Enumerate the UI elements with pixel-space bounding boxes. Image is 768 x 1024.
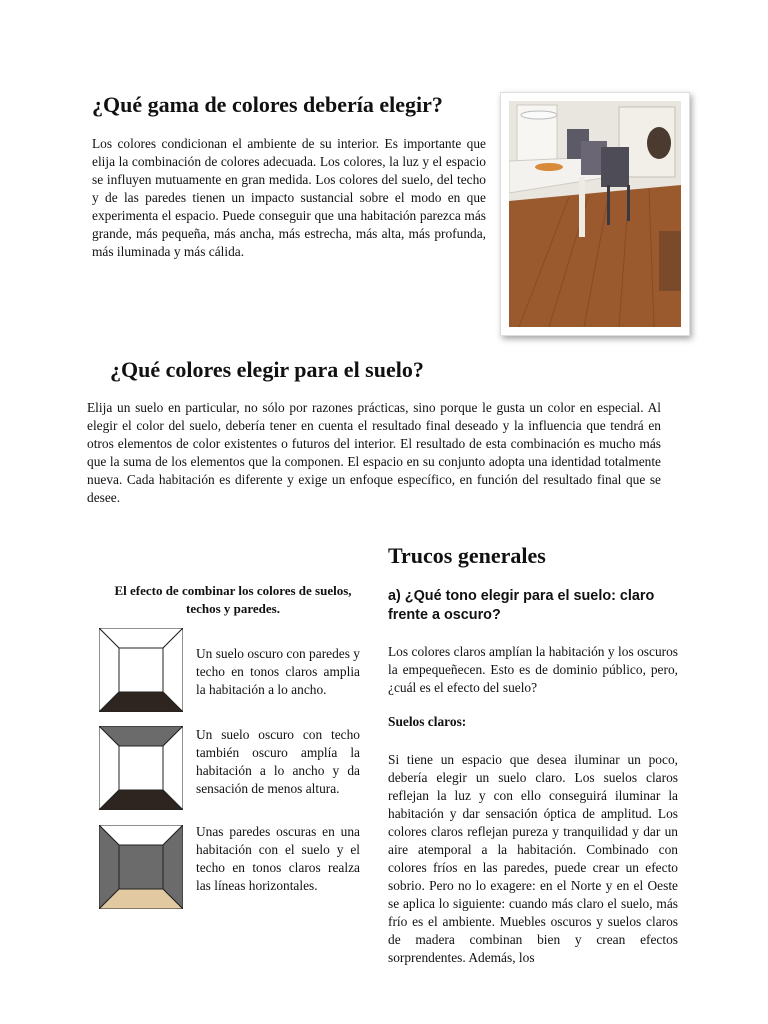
- room-diagram-dark-floor: [99, 628, 183, 712]
- section-heading-color-range: ¿Qué gama de colores debería elegir?: [92, 92, 443, 117]
- room-diagram-dark-floor-ceiling: [99, 726, 183, 810]
- light-floors-body: Si tiene un espacio que desea iluminar un poco, debería elegir un suelo claro. Los suelos claros reflejan la luz y con ello conseguirá iluminar la habitación y dar sensación óptica de amplitud. Los colores claros reflejan pureza y tranquilidad y dar un aire atemporal a la habitación. Combinado con colores fríos en las paredes, puede crear un efecto sobrio. Pero no lo exagere: en el Norte y en el Oeste se aplica lo siguiente: cuando más claro el suelo, más frío es el ambiente. Muebles oscuros y suelos claros de madera combinan bien y crean efectos sorprendentes. Además, los: [388, 752, 678, 965]
- effect-text-1: Un suelo oscuro con paredes y techo en tonos claros amplia la habitación a lo ancho.: [196, 646, 360, 697]
- effect-text-3: Unas paredes oscuras en una habitación con el suelo y el techo en tonos claros realza las líneas horizontales.: [196, 824, 360, 893]
- light-floors-title: Suelos claros:: [388, 714, 467, 729]
- tips-heading: Trucos generales: [388, 543, 546, 568]
- interior-photo: [500, 92, 690, 336]
- tips-intro: Los colores claros amplían la habitación y los oscuros la empequeñecen. Esto es de dominio público, pero, ¿cuál es el efecto del suelo?: [388, 644, 678, 695]
- section-body-color-range: Los colores condicionan el ambiente de su interior. Es importante que elija la combinación de colores adecuada. Los colores, la luz y el espacio se influyen mutuamente en gran medida. Los colores del suelo, del techo y de las paredes tienen un impacto sustancial sobre el modo en que experimenta el espacio. Puede conseguir que una habitación parezca más grande, más pequeña, más ancha, más estrecha, más alta, más profunda, más iluminada y más cálida.: [92, 136, 486, 259]
- section-heading-floor-colors: ¿Qué colores elegir para el suelo?: [110, 357, 424, 382]
- tips-subheading: a) ¿Qué tono elegir para el suelo: claro frente a oscuro?: [388, 588, 655, 623]
- effect-text-2: Un suelo oscuro con techo también oscuro amplía la habitación a lo ancho y da sensación de menos altura.: [196, 727, 360, 796]
- effects-title: El efecto de combinar los colores de suelos, techos y paredes.: [114, 583, 352, 616]
- room-diagram-dark-walls: [99, 825, 183, 909]
- section-body-floor-colors: Elija un suelo en particular, no sólo por razones prácticas, sino porque le gusta un color en especial. Al elegir el color del suelo, debería tener en cuenta el resultado final deseado y la influencia que tendrá en otros elementos de color existentes o futuros del interior. El resultado de esta combinación es mucho más que la suma de los elementos que la componen. El espacio en su conjunto adopta una identidad totalmente nueva. Cada habitación es diferente y exige un enfoque específico, en función del resultado final que se desee.: [87, 400, 661, 505]
